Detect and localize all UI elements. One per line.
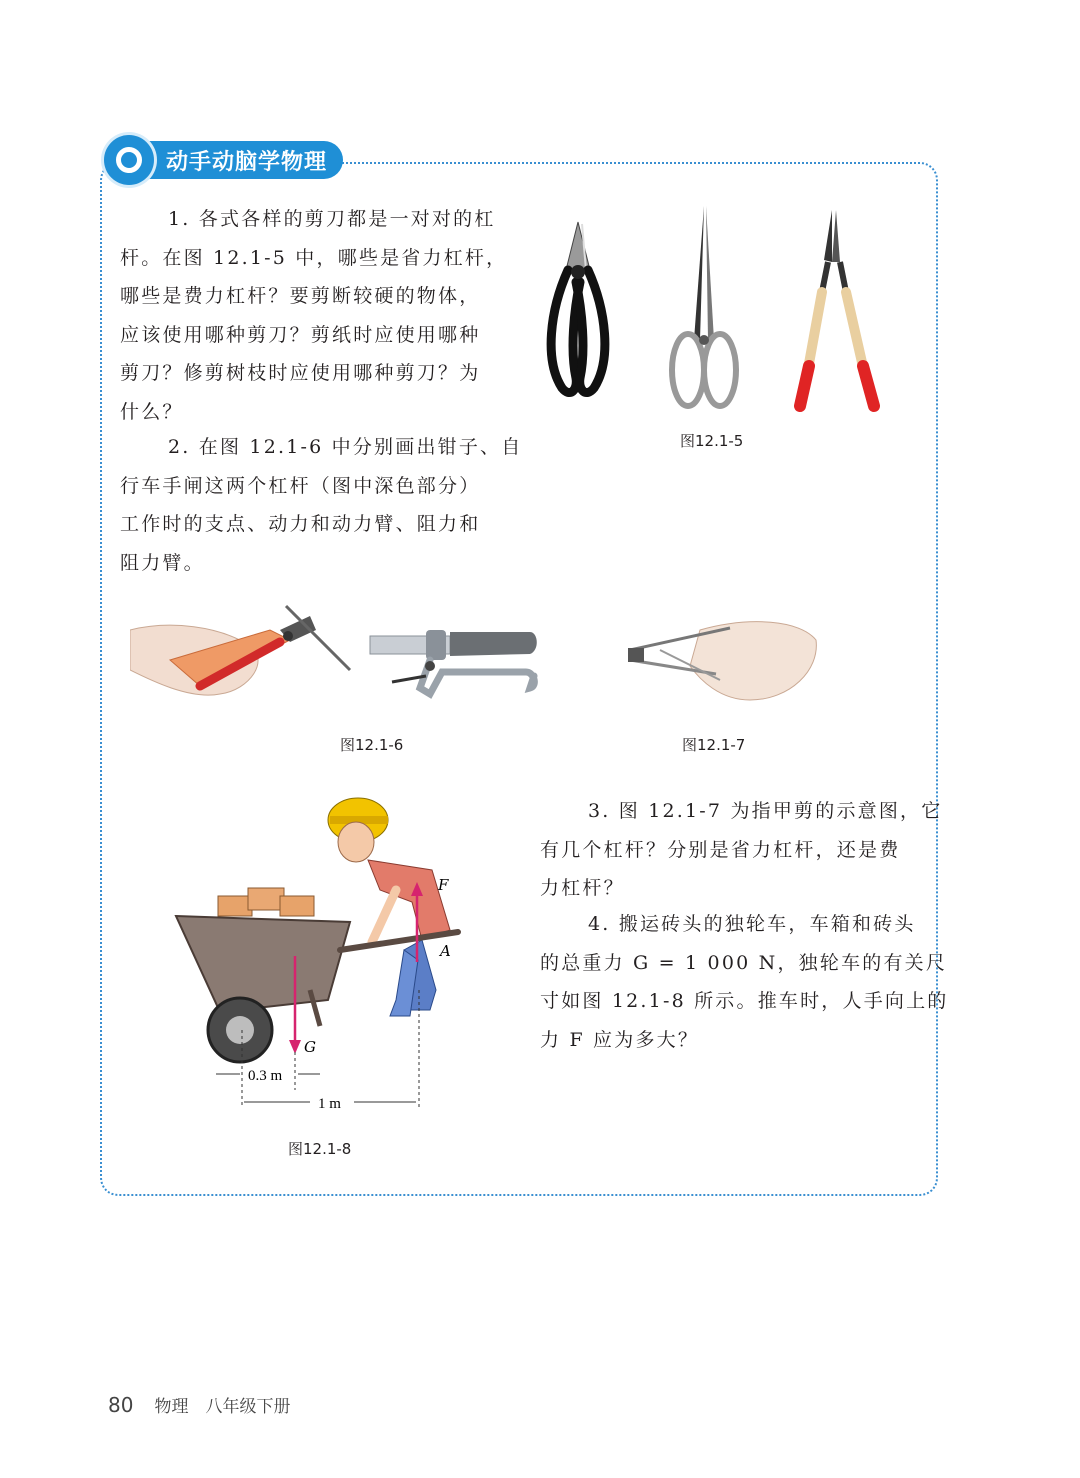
figure-caption: 图12.1-8 bbox=[288, 1140, 352, 1158]
force-F-label: F bbox=[438, 876, 449, 894]
q3-line: 有几个杠杆？分别是省力杠杆，还是费 bbox=[540, 838, 901, 861]
q2-line: 2. 在图 12.1-6 中分别画出钳子、自 bbox=[168, 436, 523, 458]
figure-caption: 图12.1-6 bbox=[340, 736, 404, 754]
question-1 bbox=[120, 200, 508, 431]
nail-clipper-figure bbox=[620, 610, 820, 710]
q2-line: 阻力臂。 bbox=[120, 551, 205, 574]
point-A-label: A bbox=[440, 942, 451, 960]
target-icon bbox=[104, 135, 154, 185]
tin-snips-image bbox=[551, 222, 605, 393]
book-title: 物理 八年级下册 bbox=[154, 1397, 291, 1417]
q4-line: 力 F 应为多大？ bbox=[540, 1028, 700, 1051]
q4-line: 4. 搬运砖头的独轮车，车箱和砖头 bbox=[588, 913, 916, 935]
wheelbarrow-figure bbox=[160, 790, 470, 1120]
figure-caption: 图12.1-5 bbox=[680, 432, 744, 450]
pliers-image bbox=[130, 606, 350, 695]
q3-line: 3. 图 12.1-7 为指甲剪的示意图，它 bbox=[588, 800, 943, 822]
page-number: 80 bbox=[108, 1393, 134, 1417]
pliers-brake-figure bbox=[130, 590, 550, 710]
question-3 bbox=[540, 792, 943, 908]
figure-caption: 图12.1-7 bbox=[682, 736, 746, 754]
worker-image bbox=[328, 798, 450, 1016]
q1-line: 剪刀？修剪树枝时应使用哪种剪刀？为 bbox=[120, 362, 481, 384]
long-scissors-image bbox=[672, 206, 736, 406]
question-4 bbox=[540, 905, 949, 1059]
nail-clipper-image bbox=[628, 622, 816, 700]
force-G-label: G bbox=[304, 1038, 316, 1056]
q3-line: 力杠杆？ bbox=[540, 877, 625, 899]
section-header bbox=[104, 134, 343, 186]
page-footer bbox=[108, 1392, 291, 1417]
pruning-shears-image bbox=[800, 210, 874, 406]
q4-line: 的总重力 G = 1 000 N，独轮车的有关尺 bbox=[540, 951, 948, 974]
q1-line: 杆。在图 12.1-5 中，哪些是省力杠杆， bbox=[120, 246, 508, 269]
q2-line: 工作时的支点、动力和动力臂、阻力和 bbox=[120, 513, 481, 535]
section-title: 动手动脑学物理 bbox=[136, 141, 343, 179]
q1-line: 1. 各式各样的剪刀都是一对对的杠 bbox=[168, 208, 496, 230]
q1-line: 应该使用哪种剪刀？剪纸时应使用哪种 bbox=[120, 323, 481, 346]
dimension-1m: 1 m bbox=[318, 1096, 341, 1112]
q1-line: 哪些是费力杠杆？要剪断较硬的物体， bbox=[120, 285, 481, 307]
q1-line: 什么？ bbox=[120, 400, 184, 423]
q2-line: 行车手闸这两个杠杆（图中深色部分） bbox=[120, 474, 481, 497]
question-2 bbox=[120, 428, 523, 582]
dimension-0.3m: 0.3 m bbox=[248, 1068, 283, 1084]
brake-lever-image bbox=[370, 630, 537, 694]
q4-line: 寸如图 12.1-8 所示。推车时，人手向上的 bbox=[540, 990, 949, 1012]
scissors-figure bbox=[540, 200, 900, 420]
